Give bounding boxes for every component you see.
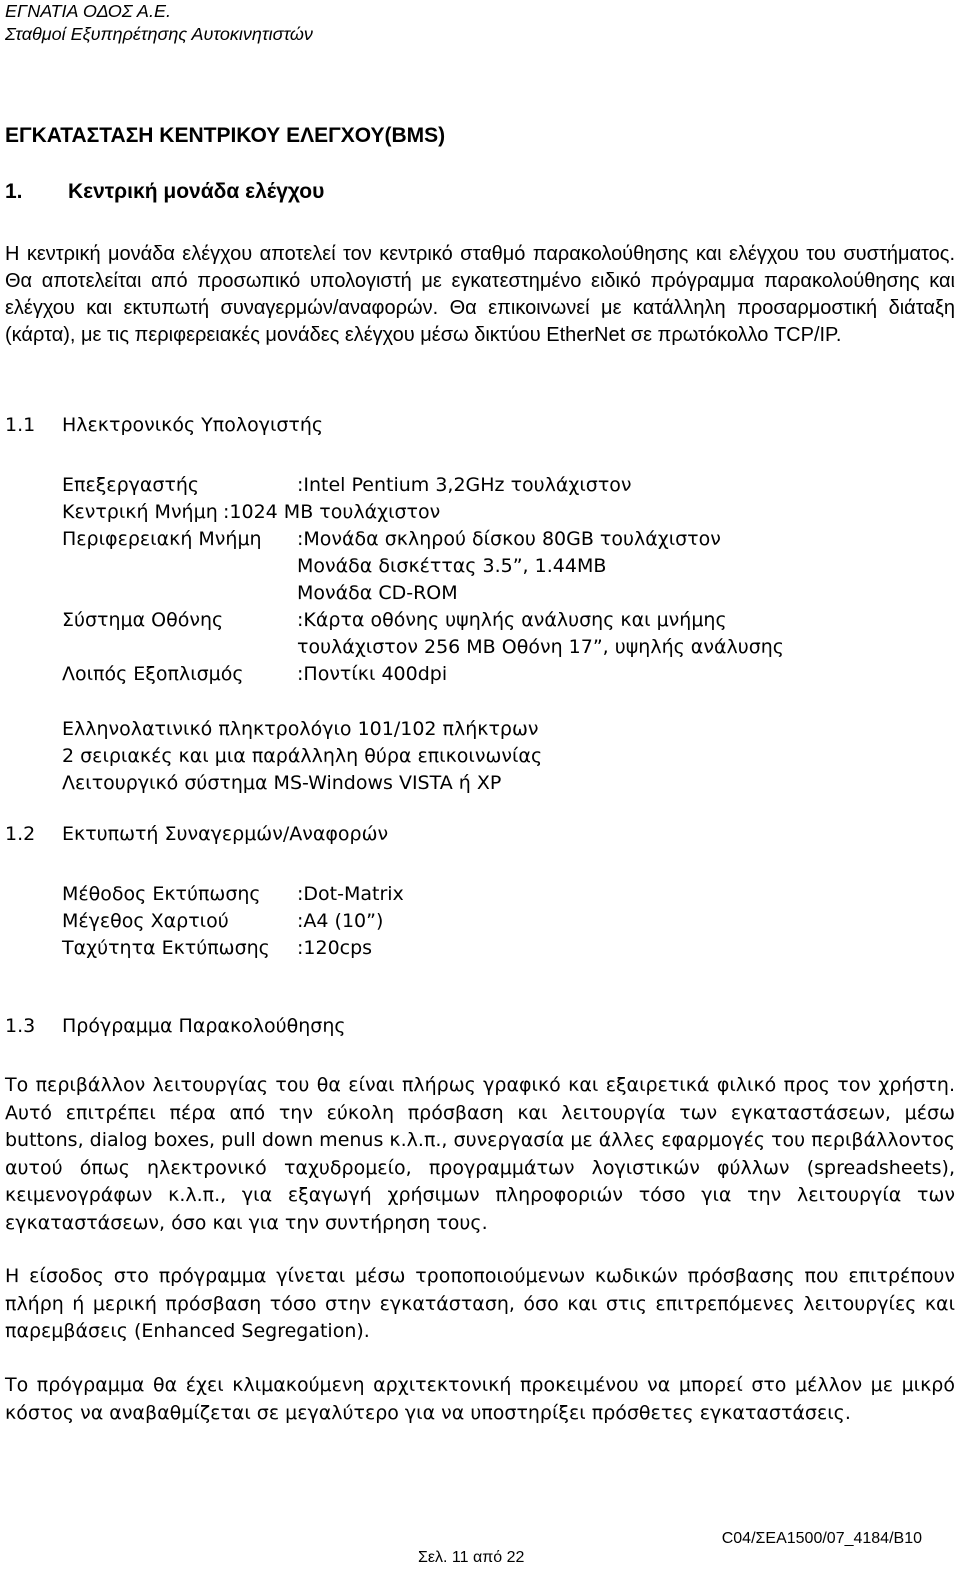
spec-value: :Κάρτα οθόνης υψηλής ανάλυσης και μνήμης — [297, 609, 727, 631]
footer-doc-code: C04/ΣΕΑ1500/07_4184/B10 — [721, 1530, 922, 1547]
spec-value: :Μονάδα σκληρού δίσκου 80GB τουλάχιστον — [297, 528, 721, 550]
footer-page-number: Σελ. 11 από 22 — [418, 1549, 525, 1566]
section-1-3-paragraph: Το πρόγραμμα θα έχει κλιμακούμενη αρχιτεκτονική προκειμένου να μπορεί στο μέλλον με μικρό κόστος να αναβαθμίζεται σε μεγαλύτερο για να υποστηρίξει πρόσθετες εγκαταστάσεις. — [5, 1374, 955, 1424]
spec-value: :Dot-Matrix — [297, 883, 404, 905]
extra-line: Λειτουργικό σύστημα MS-Windows VISTA ή XP — [62, 772, 502, 794]
spec-value: :Intel Pentium 3,2GHz τουλάχιστον — [297, 474, 632, 496]
section-1-3-heading: Πρόγραμμα Παρακολούθησης — [62, 1015, 346, 1037]
section-1-3-paragraph: Το περιβάλλον λειτουργίας του θα είναι πλήρως γραφικό και εξαιρετικά φιλικό προς τον χρήστη. Αυτό επιτρέπει πέρα από την εύκολη πρόσβαση και λειτουργία των εγκαταστάσεων, μέσω buttons, dialog boxes, pull down menus κ.λ.π., συνεργασία με άλλες εφαρμογές του περιβάλλοντος αυτού όπως ηλεκτρονικό ταχυδρομείο, προγραμμάτων λογιστικών φύλλων (spreadsheets), κειμενογράφων κ.λ.π., για εξαγωγή χρήσιμων πληροφοριών τόσο για την λειτουργία των εγκαταστάσεων, όσο και για την συντήρηση τους. — [5, 1074, 955, 1234]
spec-value: :120cps — [297, 937, 373, 959]
spec-label: Ταχύτητα Εκτύπωσης — [62, 937, 270, 959]
spec-value: Μονάδα δισκέττας 3.5”, 1.44MB — [297, 555, 607, 577]
spec-value: :Ποντίκι 400dpi — [297, 663, 448, 685]
section-1-1-heading: Ηλεκτρονικός Υπολογιστής — [62, 414, 324, 436]
spec-label: Κεντρική Μνήμη — [62, 501, 218, 523]
spec-label: Επεξεργαστής — [62, 474, 200, 496]
document-title: ΕΓΚΑΤΑΣΤΑΣΗ ΚΕΝΤΡΙΚΟΥ ΕΛΕΓΧΟΥ(BMS) — [5, 124, 446, 147]
spec-label: Λοιπός Εξοπλισμός — [62, 663, 244, 685]
spec-value: Μονάδα CD-ROM — [297, 582, 458, 604]
section-1-3-number: 1.3 — [5, 1015, 36, 1037]
header-subtitle: Σταθμοί Εξυπηρέτησης Αυτοκινητιστών — [5, 24, 313, 44]
spec-value: :A4 (10”) — [297, 910, 384, 932]
extra-line: Ελληνολατινικό πληκτρολόγιο 101/102 πλήκτρων — [62, 718, 539, 740]
section-1-heading: Κεντρική μονάδα ελέγχου — [68, 180, 325, 203]
section-1-2-number: 1.2 — [5, 823, 36, 845]
header-company: ΕΓΝΑΤΙΑ ΟΔΟΣ Α.Ε. — [5, 1, 171, 21]
spec-label: Περιφερειακή Μνήμη — [62, 528, 262, 550]
section-1-paragraph: Η κεντρική μονάδα ελέγχου αποτελεί τον κεντρικό σταθμό παρακολούθησης και ελέγχου του συστήματος. Θα αποτελείται από προσωπικό υπολογιστή με εγκατεστημένο ειδικό πρόγραμμα παρακολούθησης και ελέγχου και εκτυπωτή συναγερμών/αναφορών. Θα επικοινωνεί με κατάλληλη προσαρμοστική διάταξη (κάρτα), με τις περιφερειακές μονάδες ελέγχου μέσω δικτύου EtherNet σε πρωτόκολλο TCP/IP. — [5, 243, 955, 346]
extra-line: 2 σειριακές και μια παράλληλη θύρα επικοινωνίας — [62, 745, 543, 767]
section-1-2-heading: Εκτυπωτή Συναγερμών/Αναφορών — [62, 823, 389, 845]
spec-value: :1024 MB τουλάχιστον — [223, 501, 441, 523]
section-1-number: 1. — [5, 180, 23, 203]
spec-label: Μέθοδος Εκτύπωσης — [62, 883, 261, 905]
section-1-3-paragraph: Η είσοδος στο πρόγραμμα γίνεται μέσω τροποποιούμενων κωδικών πρόσβασης που επιτρέπουν πλήρη ή μερική πρόσβαση τόσο στην εγκατάσταση, όσο και στις επιτρεπόμενες λειτουργίες και παρεμβάσεις (Enhanced Segregation). — [5, 1265, 955, 1342]
spec-value: τουλάχιστον 256 MB Οθόνη 17”, υψηλής ανάλυσης — [297, 636, 784, 658]
spec-label: Σύστημα Οθόνης — [62, 609, 224, 631]
section-1-1-number: 1.1 — [5, 414, 36, 436]
spec-label: Μέγεθος Χαρτιού — [62, 910, 229, 932]
